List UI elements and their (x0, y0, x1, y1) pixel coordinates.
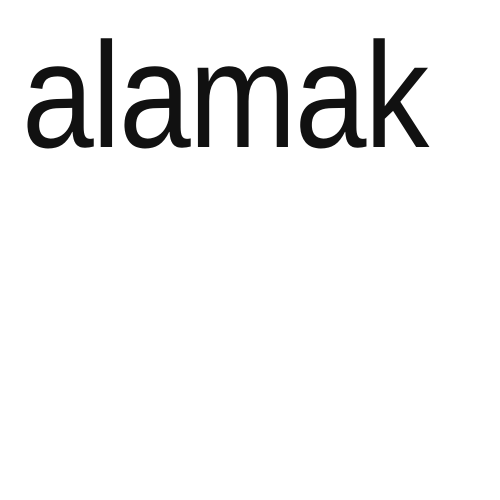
word-text: alamak (22, 11, 428, 179)
